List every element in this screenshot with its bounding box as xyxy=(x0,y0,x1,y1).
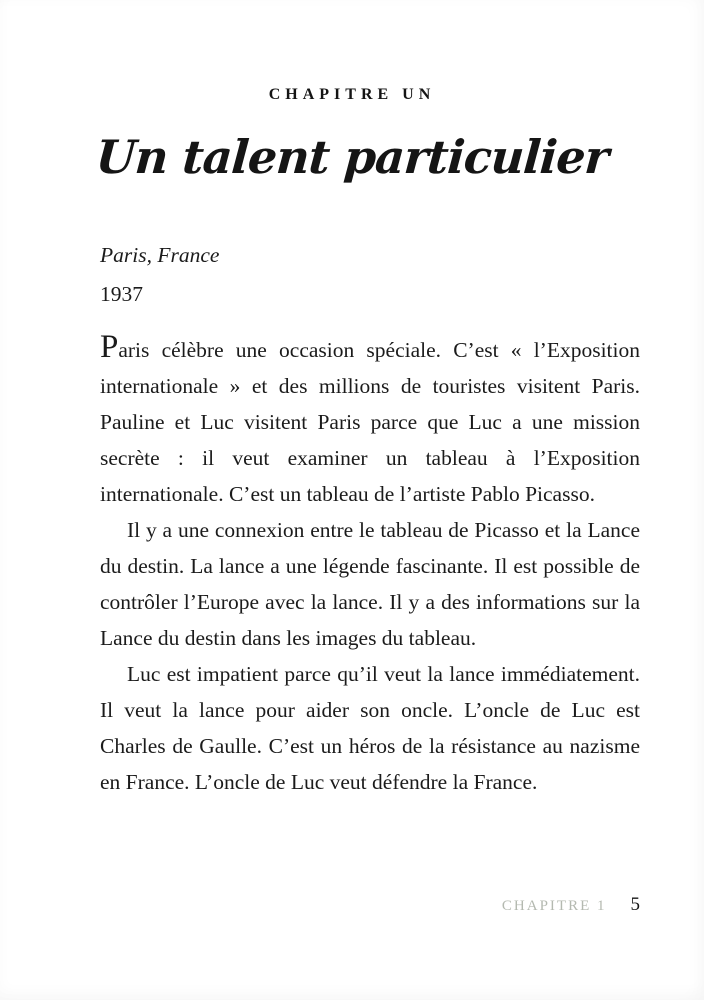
dateline-place: Paris, France xyxy=(100,243,220,267)
dateline xyxy=(100,236,219,314)
paragraph-2: Il y a une connexion entre le tableau de Picasso et la Lance du destin. La lance a une légende fascinante. Il est possible de contrôler l’Europe avec la lance. Il y a des informations sur la Lance du destin dans les images du tableau. xyxy=(100,518,640,650)
chapter-heading: CHAPITRE UN xyxy=(268,86,436,103)
page-number: 5 xyxy=(630,894,640,915)
body-text xyxy=(100,329,640,800)
chapter-title-script: Un talent particulier xyxy=(94,130,610,184)
dateline-year: 1937 xyxy=(100,282,143,306)
paragraph-1 xyxy=(100,329,640,512)
paragraph-3: Luc est impatient parce qu’il veut la lance immédiatement. Il veut la lance pour aider son oncle. L’oncle de Luc est Charles de Gaulle. C’est un héros de la résistance au nazisme en France. L’oncle de Luc veut défendre la France. xyxy=(100,662,640,794)
running-head: CHAPITRE 1 xyxy=(501,898,607,914)
paragraph-1-text: aris célèbre une occasion spéciale. C’est « l’Exposition internationale » et des millions de touristes visitent Paris. Pauline et Luc visitent Paris parce que Luc a une mission secrète : il veut examiner un tableau à l’Exposition internationale. C’est un tableau de l’artiste Pablo Picasso. xyxy=(100,338,640,506)
page-footer xyxy=(502,894,640,916)
initial-cap: P xyxy=(100,329,119,365)
